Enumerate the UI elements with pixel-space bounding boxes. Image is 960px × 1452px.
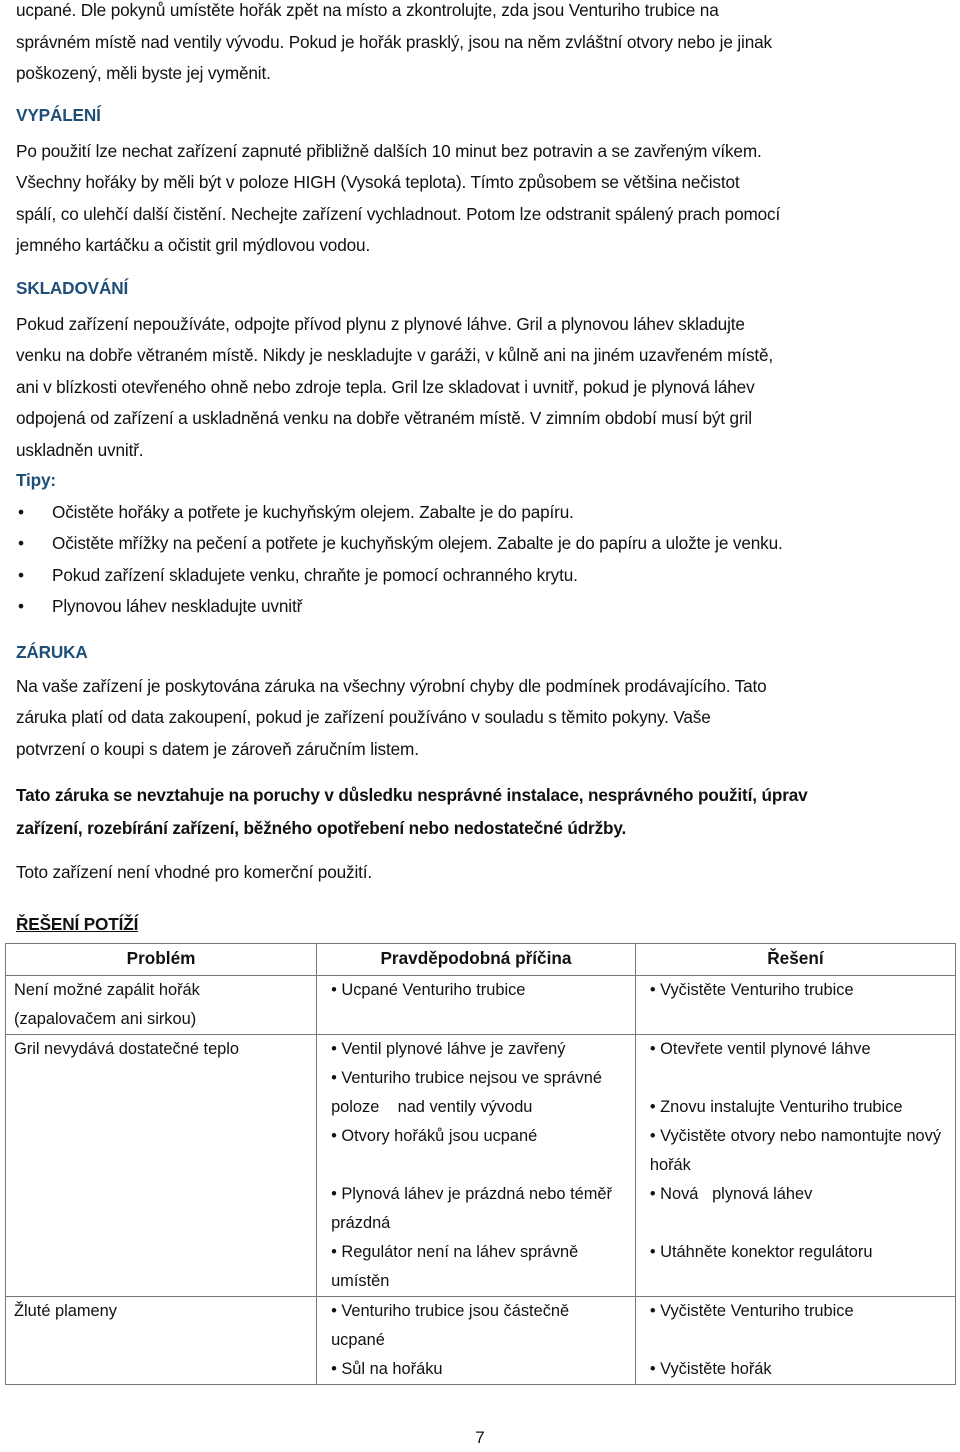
intro-paragraph [16,0,772,90]
text-line: Po použití lze nechat zařízení zapnuté přibližně dalších 10 minut bez potravin a se zavřeným víkem. [16,140,762,161]
cause-cell [317,1297,636,1385]
column-header: Problém [6,944,317,976]
text-line: Pokud zařízení nepoužíváte, odpojte přívod plynu z plynové láhve. Gril a plynovou láhev skladujte [16,313,745,334]
list-item: • Plynovou láhev neskladujte uvnitř [16,591,783,623]
problem-cell [6,1297,317,1385]
text-line: venku na dobře větraném místě. Nikdy je neskladujte v garáži, v kůlně ani na jiném uzavřeném místě, [16,345,774,365]
text-line: jemného kartáčku a očistit gril mýdlovou vodou. [16,235,371,255]
list-item: • Očistěte hořáky a potřete je kuchyňským olejem. Zabalte je do papíru. [16,497,783,529]
cause-item: • Ventil plynové láhve je zavřený [331,1035,627,1064]
warranty-exclusion [16,779,808,845]
text-line: zařízení, rozebírání zařízení, běžného opotřebení nebo nedostatečné údržby. [16,818,627,838]
text-line: spálí, co ulehčí další čistění. Nechejte zařízení vychladnout. Potom lze odstranit spálený prach pomocí [16,203,781,224]
problem-text: Gril nevydává dostatečné teplo [14,1040,240,1058]
column-header: Řešení [635,944,955,976]
section-heading: VYPÁLENÍ [16,105,101,125]
column-header: Pravděpodobná příčina [317,944,636,976]
list-item: • Očistěte mřížky na pečení a potřete je kuchyňským olejem. Zabalte je do papíru a uložte je venku. [16,528,783,560]
cause-item: • Venturiho trubice nejsou ve správné poloze nad ventily vývodu [331,1064,627,1122]
table-row [6,1297,956,1385]
table-row [6,1035,956,1297]
problem-cell [6,976,317,1035]
text-line: poškozený, měli byste jej vyměnit. [16,63,271,83]
solution-item: • Utáhněte konektor regulátoru [650,1238,947,1267]
section-heading: ZÁRUKA [16,642,88,662]
text-line: Na vaše zařízení je poskytována záruka na všechny výrobní chyby dle podmínek prodávajícího. Tato [16,675,767,696]
page-number: 7 [475,1428,485,1447]
cause-cell [317,1035,636,1297]
text-line: potvrzení o koupi s datem je zároveň záručním listem. [16,738,419,759]
solution-item: • Vyčistěte otvory nebo namontujte nový hořák [650,1122,947,1180]
cause-item: • Ucpané Venturiho trubice [331,976,627,1005]
text-line: uskladněn uvnitř. [16,439,144,460]
solution-item: • Nová plynová láhev [650,1180,947,1209]
warranty-section [16,637,808,889]
list-item: • Pokud zařízení skladujete venku, chraňte je pomocí ochranného krytu. [16,560,783,592]
cause-item: • Plynová láhev je prázdná nebo téměř prázdná [331,1180,627,1238]
cause-cell [317,976,636,1035]
tips-heading: Tipy: [16,470,56,490]
solution-item: • Otevřete ventil plynové láhve [650,1035,947,1064]
troubleshooting-title [16,909,138,941]
text-line: správném místě nad ventily vývodu. Pokud je hořák prasklý, jsou na něm zvláštní otvory nebo je jinak [16,31,772,52]
text-line: odpojená od zařízení a uskladněná venku na dobře větraném místě. V zimním období musí být gril [16,408,752,428]
troubleshooting-table [5,943,956,1385]
problem-text: (zapalovačem ani sirkou) [14,1010,197,1028]
text-line: záruka platí od data zakoupení, pokud je zařízení používáno v souladu s těmito pokyny. Vaše [16,707,711,727]
text-line: Tato záruka se nevztahuje na poruchy v důsledku nesprávné instalace, nesprávného použití, úprav [16,785,808,805]
solution-cell [635,976,955,1035]
section-heading: SKLADOVÁNÍ [16,278,129,298]
cause-item: • Regulátor není na láhev správně umístěn [331,1238,627,1296]
cause-item: • Otvory hořáků jsou ucpané [331,1122,627,1151]
problem-text: Není možné zapálit hořák [14,981,200,999]
solution-cell [635,1035,955,1297]
cause-item: • Venturiho trubice jsou částečně ucpané [331,1297,627,1355]
solution-item: • Znovu instalujte Venturiho trubice [650,1093,947,1122]
commercial-note: Toto zařízení není vhodné pro komerční použití. [16,862,373,882]
solution-item: • Vyčistěte Venturiho trubice [650,976,947,1005]
solution-item: • Vyčistěte Venturiho trubice [650,1297,947,1326]
section-heading: ŘEŠENÍ POTÍŽÍ [16,914,139,934]
table-row [6,976,956,1035]
tips-section [16,465,783,623]
solution-item: • Vyčistěte hořák [650,1355,947,1384]
text-line: ani v blízkosti otevřeného ohně nebo zdroje tepla. Gril lze skladovat i uvnitř, pokud je plynová láhev [16,376,755,397]
cause-item: • Sůl na hořáku [331,1355,627,1384]
problem-cell [6,1035,317,1297]
storage-section [16,273,773,466]
burn-off-section [16,100,780,262]
problem-text: Žluté plameny [14,1302,117,1320]
table-header-row [6,944,956,976]
solution-cell [635,1297,955,1385]
text-line: ucpané. Dle pokynů umístěte hořák zpět na místo a zkontrolujte, zda jsou Venturiho trubice na [16,0,719,20]
text-line: Všechny hořáky by měli být v poloze HIGH (Vysoká teplota). Tímto způsobem se většina nečistot [16,172,740,192]
